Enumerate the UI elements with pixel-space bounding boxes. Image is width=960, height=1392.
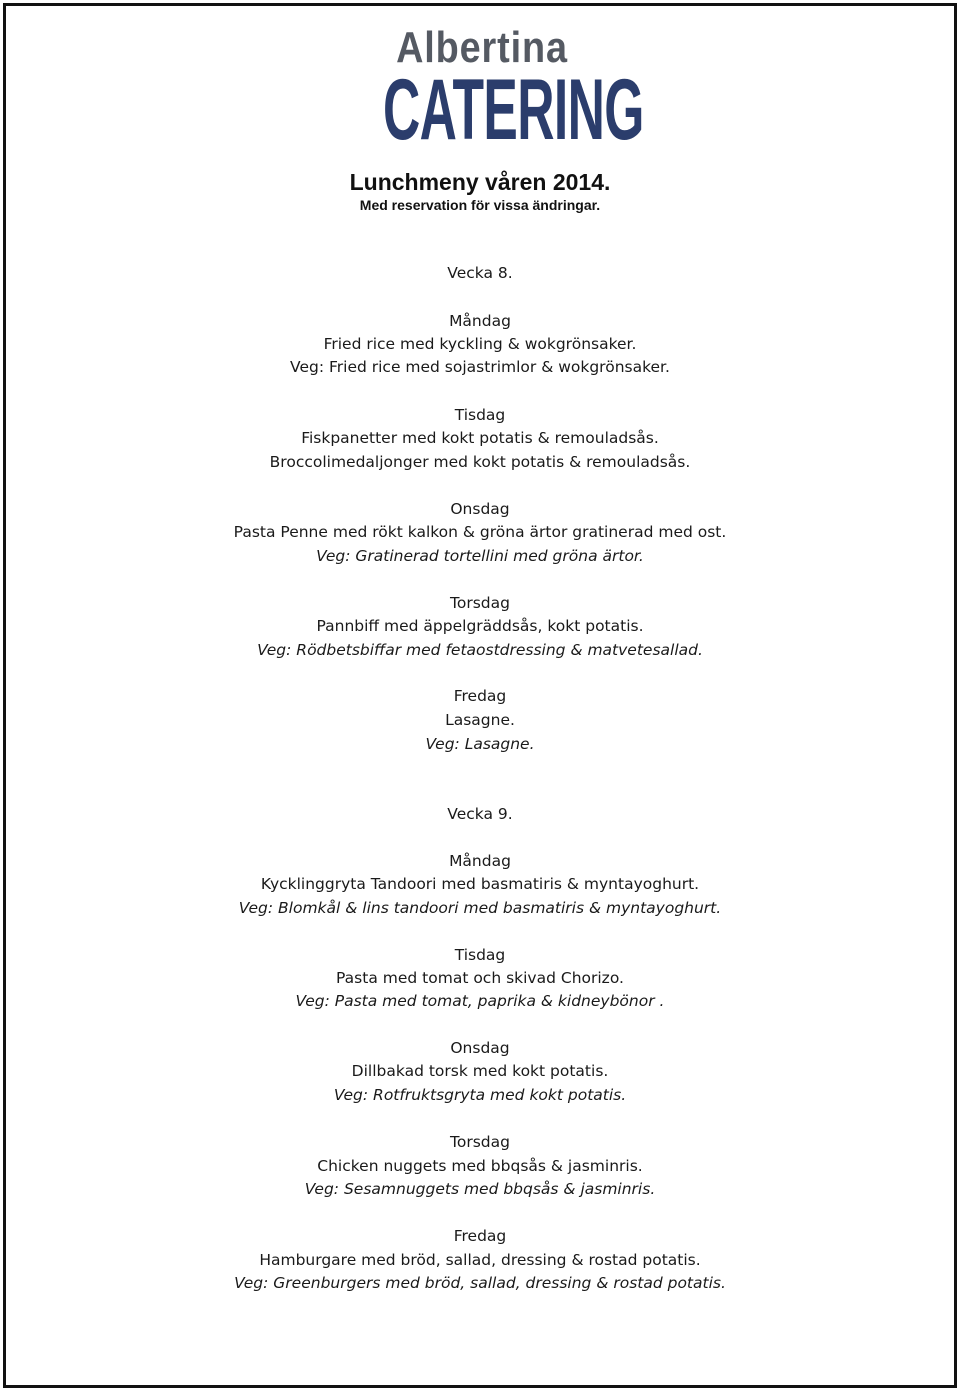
day-heading: Tisdag <box>454 406 506 424</box>
veg-dish-line: Veg: Rotfruktsgryta med kokt potatis. <box>333 1086 627 1104</box>
week-heading: Vecka 8. <box>447 264 513 282</box>
dish-line: Dillbakad torsk med kokt potatis. <box>351 1062 609 1080</box>
day-heading: Tisdag <box>454 946 506 964</box>
veg-dish-line: Veg: Gratinerad tortellini med gröna ärtor. <box>316 547 644 565</box>
veg-dish-line: Veg: Rödbetsbiffar med fetaostdressing & matvetesallad. <box>257 641 703 659</box>
dish-line: Hamburgare med bröd, sallad, dressing & rostad potatis. <box>259 1251 701 1269</box>
day-heading: Fredag <box>453 1227 507 1245</box>
dish-line: Fried rice med kyckling & wokgrönsaker. <box>323 335 637 353</box>
dish-line: Chicken nuggets med bbqsås & jasminris. <box>317 1157 643 1175</box>
veg-dish-line: Veg: Fried rice med sojastrimlor & wokgrönsaker. <box>290 358 670 376</box>
menu-title: Lunchmeny våren 2014. <box>349 169 611 195</box>
day-heading: Torsdag <box>450 1133 510 1151</box>
dish-line: Pasta Penne med rökt kalkon & gröna ärtor gratinerad med ost. <box>233 523 727 541</box>
albertina-catering-logo <box>377 23 644 158</box>
veg-dish-line: Veg: Pasta med tomat, paprika & kidneybönor . <box>295 992 665 1010</box>
menu-subtitle: Med reservation för vissa ändringar. <box>359 197 601 213</box>
dish-line: Lasagne. <box>445 711 515 729</box>
dish-line: Kycklinggryta Tandoori med basmatiris & myntayoghurt. <box>260 875 700 893</box>
week-heading: Vecka 9. <box>447 805 513 823</box>
day-heading: Onsdag <box>450 1039 510 1057</box>
logo-line-2: CATERING <box>383 62 644 158</box>
dish-line: Fiskpanetter med kokt potatis & remouladsås. <box>301 429 659 447</box>
logo-line-1: Albertina <box>396 23 568 72</box>
veg-dish-line: Veg: Sesamnuggets med bbqsås & jasminris. <box>304 1180 656 1198</box>
day-heading: Torsdag <box>450 594 510 612</box>
dish-line: Pasta med tomat och skivad Chorizo. <box>336 969 624 987</box>
veg-dish-line: Veg: Greenburgers med bröd, sallad, dressing & rostad potatis. <box>234 1274 726 1292</box>
veg-dish-line: Broccolimedaljonger med kokt potatis & remouladsås. <box>269 453 691 471</box>
day-heading: Måndag <box>449 852 511 870</box>
veg-dish-line: Veg: Lasagne. <box>425 735 535 753</box>
veg-dish-line: Veg: Blomkål & lins tandoori med basmatiris & myntayoghurt. <box>238 899 722 917</box>
day-heading: Måndag <box>449 312 511 330</box>
day-heading: Onsdag <box>450 500 510 518</box>
dish-line: Pannbiff med äppelgräddsås, kokt potatis. <box>316 617 644 635</box>
day-heading: Fredag <box>453 687 507 705</box>
